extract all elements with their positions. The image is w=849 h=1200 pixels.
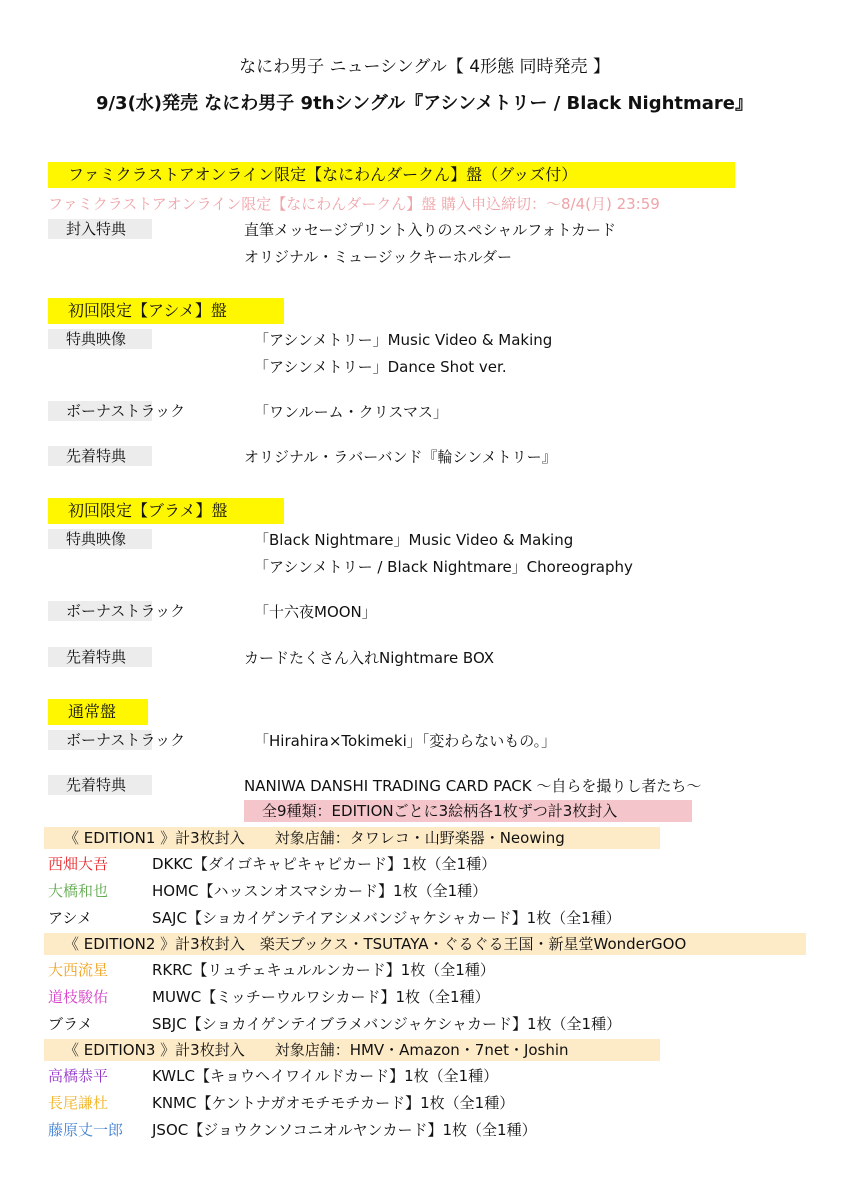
member-name: 高橋恭平: [48, 1067, 109, 1085]
card-entry: RKRC【リュチェキュルルンカード】1枚（全1種）: [152, 961, 495, 979]
normal-bonus-track-label: ボーナストラック: [48, 730, 152, 750]
asime-early-label: 先着特典: [48, 446, 152, 466]
card-entry: KNMC【ケントナガオモチモチカード】1枚（全1種）: [152, 1094, 515, 1112]
burame-heading: 初回限定【ブラメ】盤: [48, 498, 284, 524]
asime-heading: 初回限定【アシメ】盤: [48, 298, 284, 324]
burame-bonus-track-label: ボーナストラック: [48, 601, 152, 621]
card-entry: SAJC【ショカイゲンテイアシメバンジャケシャカード】1枚（全1種）: [152, 909, 621, 927]
member-name: 道枝駿佑: [48, 988, 109, 1006]
card-entry: MUWC【ミッチーウルワシカード】1枚（全1種）: [152, 988, 490, 1006]
burame-video-item: 「アシンメトリー / Black Nightmare」Choreography: [254, 558, 633, 576]
member-name: ブラメ: [48, 1015, 93, 1033]
edition-header: 《 EDITION3 》計3枚封入 対象店舗：HMV・Amazon・7net・Joshin: [44, 1039, 660, 1061]
burame-bonus-track: 「十六夜MOON」: [254, 603, 377, 621]
page-title: なにわ男子 ニューシングル【 4形態 同時発売 】: [239, 57, 610, 77]
famiclub-heading: ファミクラストアオンライン限定【なにわんダークん】盤（グッズ付）: [48, 162, 735, 188]
famiclub-deadline-notice: ファミクラストアオンライン限定【なにわんダークん】盤 購入申込締切：～8/4(月) 23:59: [48, 195, 660, 213]
normal-early-note: 全9種類：EDITIONごとに3絵柄各1枚ずつ計3枚封入: [244, 800, 692, 822]
normal-early-bonus: NANIWA DANSHI TRADING CARD PACK ～自らを撮りし者たち～: [244, 777, 702, 795]
asime-video-item: 「アシンメトリー」Dance Shot ver.: [254, 358, 507, 376]
normal-heading: 通常盤: [48, 699, 148, 725]
page-subtitle: 9/3(水)発売 なにわ男子 9thシングル『アシンメトリー / Black Nightmare』: [95, 93, 754, 114]
famiclub-bonus-item: 直筆メッセージプリント入りのスペシャルフォトカード: [244, 221, 617, 239]
burame-video-label: 特典映像: [48, 529, 152, 549]
asime-bonus-track: 「ワンルーム・クリスマス」: [254, 403, 449, 421]
card-entry: HOMC【ハッスンオスマシカード】1枚（全1種）: [152, 882, 488, 900]
card-entry: JSOC【ジョウクンソコニオルヤンカード】1枚（全1種）: [152, 1121, 537, 1139]
normal-early-label: 先着特典: [48, 775, 152, 795]
burame-early-bonus: カードたくさん入れNightmare BOX: [244, 649, 495, 667]
asime-video-label: 特典映像: [48, 329, 152, 349]
member-name: 藤原丈一郎: [48, 1121, 124, 1139]
edition-header: 《 EDITION1 》計3枚封入 対象店舗：タワレコ・山野楽器・Neowing: [44, 827, 660, 849]
edition-header: 《 EDITION2 》計3枚封入 楽天ブックス・TSUTAYA・ぐるぐる王国・新星堂WonderGOO: [44, 933, 806, 955]
card-entry: KWLC【キョウヘイワイルドカード】1枚（全1種）: [152, 1067, 499, 1085]
member-name: 西畑大吾: [48, 855, 109, 873]
member-name: 長尾謙杜: [48, 1094, 109, 1112]
card-entry: DKKC【ダイゴキャピキャピカード】1枚（全1種）: [152, 855, 497, 873]
burame-early-label: 先着特典: [48, 647, 152, 667]
asime-bonus-track-label: ボーナストラック: [48, 401, 152, 421]
burame-video-item: 「Black Nightmare」Music Video & Making: [254, 531, 574, 549]
asime-early-bonus: オリジナル・ラバーバンド『輪シンメトリー』: [244, 448, 557, 466]
card-entry: SBJC【ショカイゲンテイブラメバンジャケシャカード】1枚（全1種）: [152, 1015, 622, 1033]
member-name: アシメ: [48, 909, 92, 927]
famiclub-bonus-item: オリジナル・ミュージックキーホルダー: [244, 248, 513, 266]
member-name: 大西流星: [48, 961, 109, 979]
normal-bonus-track: 「Hirahira×Tokimeki」「変わらないもの。」: [254, 732, 557, 750]
member-name: 大橋和也: [48, 882, 109, 900]
asime-video-item: 「アシンメトリー」Music Video & Making: [254, 331, 553, 349]
famiclub-bonus-label: 封入特典: [48, 219, 152, 239]
